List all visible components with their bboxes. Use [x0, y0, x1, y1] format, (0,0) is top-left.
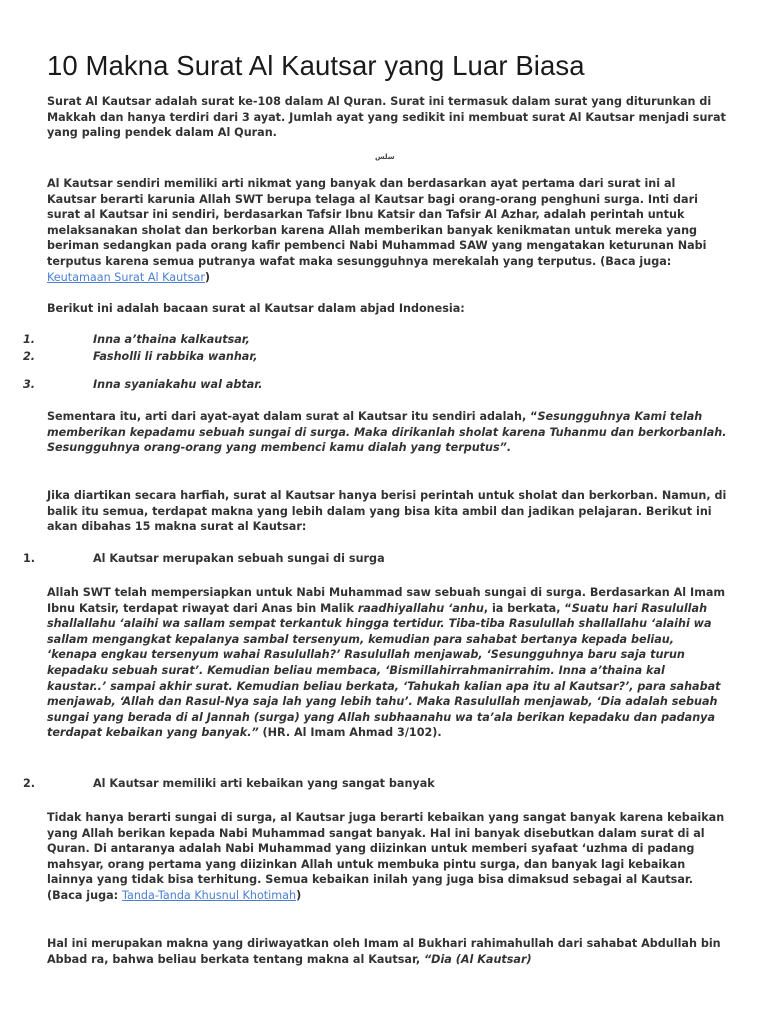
translation-lead: Sementara itu, arti dari ayat-ayat dalam surat al Kautsar itu sendiri adalah, “	[47, 410, 538, 423]
reading-intro: Berikut ini adalah bacaan surat al Kautsar dalam abjad Indonesia:	[47, 302, 465, 315]
khusnul-khotimah-link[interactable]: Tanda-Tanda Khusnul Khotimah	[122, 888, 297, 902]
section-title: Al Kautsar memiliki arti kebaikan yang sangat banyak	[93, 777, 435, 790]
arabic-separator: سلس	[375, 153, 395, 161]
bukhari-quote: “Dia (Al Kautsar)	[423, 952, 532, 966]
translation-paragraph	[47, 409, 727, 456]
goodness-close: )	[296, 888, 302, 902]
meaning-text: Al Kautsar sendiri memiliki arti nikmat yang banyak dan berdasarkan ayat pertama dari surat ini al Kautsar berarti karunia Allah SWT berupa telaga al Kautsar bagi orang-orang penghuni surga. Inti dari surat al Kautsar ini sendiri, berdasarkan Tafsir Ibnu Katsir dan Tafsir Al Azhar, adalah perintah untuk melaksanakan sholat dan berkorban karena Allah memberikan banyak kenikmatan untuk mereka yang beriman sedangkan pada orang kafir pembenci Nabi Muhammad SAW yang mengatakan keturunan Nabi terputus karena semua putranya wafat maka sesungguhnya merekalah yang terputus. (Baca juga:	[47, 177, 707, 268]
verse-number: 3.	[23, 378, 36, 391]
bukhari-paragraph	[47, 936, 727, 967]
verse-text: Inna syaniakahu wal abtar.	[93, 378, 263, 391]
verse-text: Inna a’thaina kalkautsar,	[93, 333, 250, 346]
meaning-close: )	[204, 270, 211, 284]
bukhari-text: Hal ini merupakan makna yang diriwayatkan oleh Imam al Bukhari rahimahullah dari sahabat Abdullah bin Abbad ra, bahwa beliau berkata tentang makna al Kautsar,	[47, 937, 721, 966]
translation-quote: Sesungguhnya Kami telah memberikan kepadamu sebuah sungai di surga. Maka dirikanlah sholat karena Tuhanmu dan berkorbanlah. Sesungguhnya orang-orang yang membenci kamu dialah yang terputus”.	[47, 410, 727, 455]
page-title: 10 Makna Surat Al Kautsar yang Luar Biasa	[47, 50, 585, 81]
verse-text: Fasholli li rabbika wanhar,	[93, 350, 258, 363]
intro-paragraph: Surat Al Kautsar adalah surat ke-108 dalam Al Quran. Surat ini termasuk dalam surat yang diturunkan di Makkah dan hanya terdiri dari 3 ayat. Jumlah ayat yang sedikit ini membuat surat Al Kautsar menjadi surat yang paling pendek dalam Al Quran.	[47, 95, 726, 140]
explanation-paragraph: Jika diartikan secara harfiah, surat al Kautsar hanya berisi perintah untuk sholat dan berkorban. Namun, di balik itu semua, terdapat makna yang lebih dalam yang bisa kita ambil dan jadikan pelajaran. Berikut ini akan dibahas 15 makna surat al Kautsar:	[47, 489, 727, 534]
hadith-source: (HR. Al Imam Ahmad 3/102).	[258, 726, 442, 740]
meaning-paragraph	[47, 176, 727, 285]
verse-number: 1.	[23, 333, 36, 346]
river-paragraph	[47, 585, 727, 741]
section-title: Al Kautsar merupakan sebuah sungai di surga	[93, 552, 385, 565]
keutamaan-link[interactable]: Keutamaan Surat Al Kautsar	[47, 270, 205, 284]
river-text-c: , ia berkata, “	[483, 601, 572, 615]
hadith-quote: Suatu hari Rasulullah shallallahu ‘alaihi wa sallam sempat terkantuk hingga tertidur. Tiba-tiba Rasulullah shallallahu ‘alaihi wa sallam mengangkat kepalanya sambal tersenyum, kemudian para sahabat bertanya kepada beliau, ‘kenapa engkau tersenyum wahai Rasulullah?’ Rasulullah menjawab, ‘Sesungguhnya baru saja turun kepadaku sebuah surat’. Kemudian beliau membaca, ‘Bismillahirrahmanirrahim. Inna a’thaina kal kaustar..’ sampai akhir surat. Kemudian beliau berkata, ‘Tahukah kalian apa itu al Kautsar?’, para sahabat menjawab, ‘Allah dan Rasul-Nya saja lah yang lebih tahu’. Maka Rasulullah menjawab, ‘Dia adalah sebuah sungai yang berada di al Jannah (surga) yang Allah subhaanahu wa ta’ala berikan kepadaku dan padanya terdapat kebaikan yang banyak.”	[47, 601, 721, 740]
goodness-paragraph	[47, 810, 727, 904]
river-text-a: Allah SWT telah mempersiapkan untuk Nabi Muhammad saw sebuah sungai di surga. Berdasarkan Al Imam Ibnu Katsir, terdapat riwayat dari Anas bin Malik	[47, 586, 726, 615]
goodness-text: Tidak hanya berarti sungai di surga, al Kautsar juga berarti kebaikan yang sangat banyak karena kebaikan yang Allah berikan kepada Nabi Muhammad sangat banyak. Hal ini banyak disebutkan dalam surat di al Quran. Di antaranya adalah Nabi Muhammad yang diizinkan untuk memberi syafaat ‘uzhma di padang mahsyar, orang pertama yang diizinkan Allah untuk membuka pintu surga, dan banyak lagi kebaikan lainnya yang tidak bisa terhitung. Semua kebaikan inilah yang juga bisa dimaksud sebagai al Kautsar. (Baca juga:	[47, 811, 725, 902]
river-text-b: raadhiyallahu ‘anhu	[357, 601, 484, 615]
section-number: 2.	[23, 777, 36, 790]
section-number: 1.	[23, 552, 36, 565]
verse-number: 2.	[23, 350, 36, 363]
